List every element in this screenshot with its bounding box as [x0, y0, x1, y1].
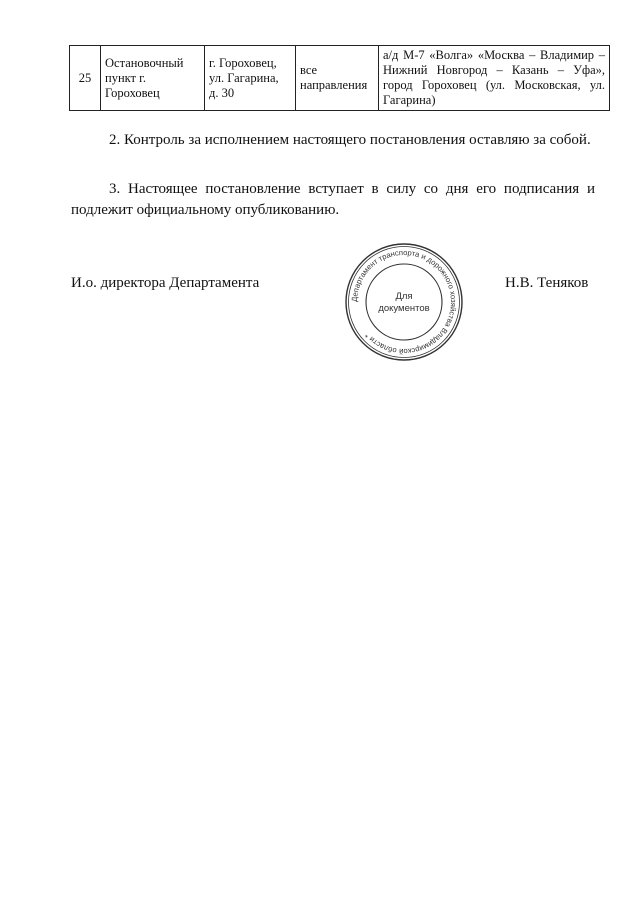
- stop-number-cell: 25: [70, 46, 101, 111]
- stop-route-cell: а/д М-7 «Волга» «Москва – Владимир – Нижний Новгород – Казань – Уфа», город Гороховец (ул. Московская, ул. Гагарина): [379, 46, 610, 111]
- signatory-name: Н.В. Теняков: [505, 275, 589, 291]
- stop-address-cell: г. Гороховец, ул. Гагарина, д. 30: [205, 46, 296, 111]
- stamp-center-line1: Для: [395, 291, 413, 302]
- official-stamp-seal: [343, 241, 465, 363]
- paragraph-control: 2. Контроль за исполнением настоящего постановления оставляю за собой.: [109, 132, 591, 148]
- stop-name-cell: Остановочный пункт г. Гороховец: [101, 46, 205, 111]
- paragraph-effective: 3. Настоящее постановление вступает в силу со дня его подписания и подлежит официальному опубликованию.: [71, 181, 595, 218]
- bus-stops-table: [69, 45, 610, 111]
- stamp-ring-text: Департамент транспорта и дорожного хозяйства Владимирской области *: [349, 247, 459, 357]
- signatory-title: И.о. директора Департамента: [71, 275, 260, 291]
- stamp-center-line2: документов: [378, 303, 430, 314]
- stop-direction-cell: все направления: [296, 46, 379, 111]
- table-row: [70, 46, 610, 111]
